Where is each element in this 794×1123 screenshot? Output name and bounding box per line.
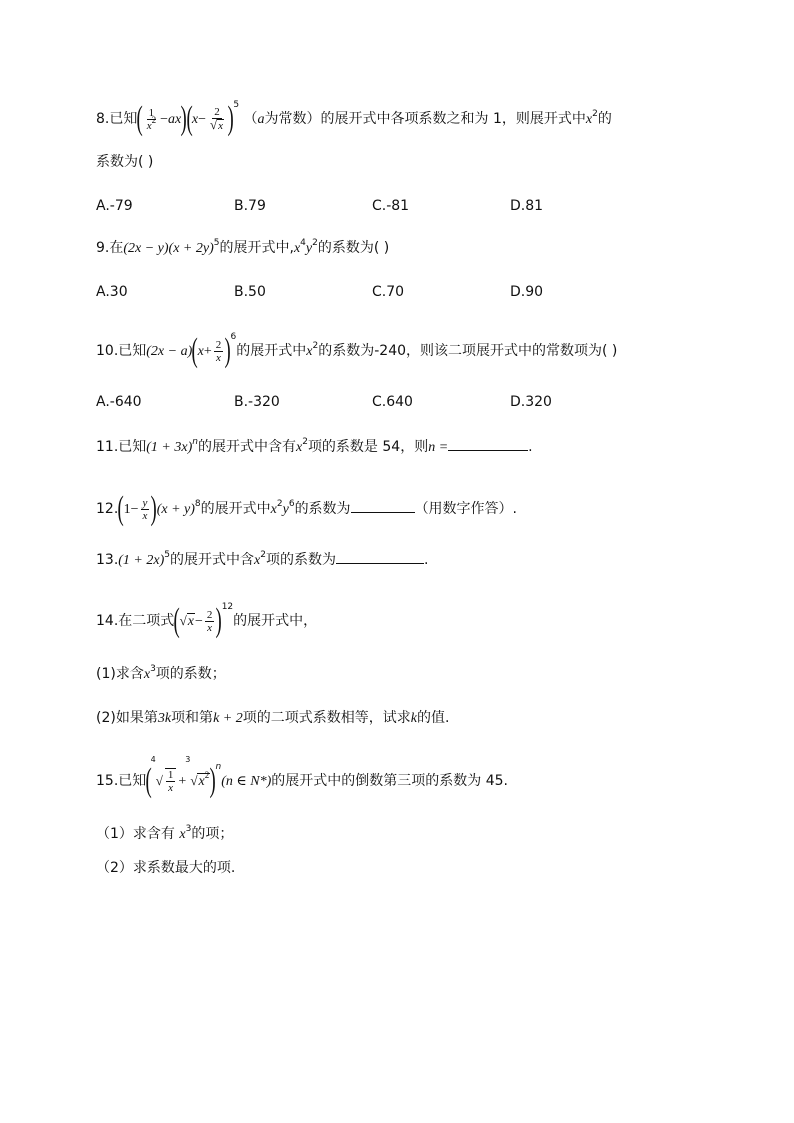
- option-a[interactable]: A.-640: [96, 394, 142, 410]
- question-8-line-2: 系数为( ): [96, 154, 154, 170]
- question-number: 15.: [96, 773, 119, 789]
- question-15: 15.已知($^4$√ $\frac{1}{x}$ $+^3√x^2)^n(n$ ∈ N*)的展开式中的倒数第三项的系数为 45.: [96, 755, 508, 799]
- question-11: 11.已知$(1 + 3x)^n$的展开式中含有$x^2$项的系数是 54，则n = .: [96, 437, 533, 455]
- question-14-part-2: (2)如果第3k项和第k + 2项的二项式系数相等，试求k的值.: [96, 710, 450, 726]
- option-d[interactable]: D.90: [510, 284, 544, 300]
- option-b[interactable]: B.79: [234, 198, 266, 214]
- question-15-part-2: （2）求系数最大的项.: [96, 860, 236, 876]
- fraction-y-over-x: $\frac{y}{x}$: [142, 496, 148, 522]
- fraction-2-over-sqrt-x: $\frac{2}{√x}$: [209, 106, 224, 132]
- option-a[interactable]: A.30: [96, 284, 128, 300]
- question-number: 9.: [96, 240, 110, 256]
- question-15-part-1: （1）求含有 $x^3$的项；: [96, 824, 234, 842]
- question-number: 8.: [96, 111, 110, 127]
- fraction-1-over-x: $\frac{1}{x}$: [165, 768, 177, 794]
- option-c[interactable]: C.70: [372, 284, 405, 300]
- option-a[interactable]: A.-79: [96, 198, 133, 214]
- question-number: 12.: [96, 501, 119, 517]
- fraction-2-over-x: $\frac{2}{x}$: [215, 338, 222, 364]
- question-9: 9.在$(2x - y)(x + 2y)^5$的展开式中$,x^4y^2$的系数为( ): [96, 238, 390, 256]
- option-c[interactable]: C.-81: [372, 198, 410, 214]
- fraction-2-over-x: $\frac{2}{x}$: [206, 608, 213, 634]
- left-paren: (: [136, 100, 144, 137]
- question-14-part-1: (1)求含$x^3$项的系数；: [96, 664, 226, 682]
- question-13: $13.(1 + 2x)^5$的展开式中含$x^2$项的系数为 .: [96, 550, 429, 568]
- question-number: 10.: [96, 343, 119, 359]
- fourth-root-symbol: √: [155, 773, 163, 788]
- question-number: 13.: [96, 552, 119, 568]
- option-c[interactable]: C.640: [372, 394, 413, 410]
- option-d[interactable]: D.320: [510, 394, 552, 410]
- option-d[interactable]: D.81: [510, 198, 544, 214]
- sqrt-symbol: √: [179, 613, 187, 628]
- question-14: 14.在二项式(√x− $\frac{2}{x}$ )$^{12}$的展开式中，: [96, 602, 318, 639]
- option-b[interactable]: B.50: [234, 284, 266, 300]
- answer-blank[interactable]: [336, 549, 424, 564]
- option-b[interactable]: B.-320: [234, 394, 280, 410]
- answer-blank[interactable]: [448, 436, 528, 451]
- question-10: 10.已知(2x − a)(x+ $\frac{2}{x}$ )$^6$的展开式中$x^2$的系数为-240，则该二项展开式中的常数项为( ): [96, 332, 618, 369]
- cube-root-symbol: √: [190, 773, 198, 788]
- question-number: 11.: [96, 439, 119, 455]
- answer-blank[interactable]: [351, 498, 415, 513]
- question-12: 12.(1− $\frac{y}{x}$ )$(x + y)^8$的展开式中$x^2y^6$的系数为 （用数字作答）.: [96, 490, 518, 527]
- fraction-1-over-x2: $\frac{1}{x^2}$: [146, 106, 157, 132]
- question-8: 8.已知( $\frac{1}{x^2}$ −ax)(x− $\frac{2}{√x}$ )$^5$ （a为常数）的展开式中各项系数之和为 1，则展开式中$x^2$的: [96, 100, 612, 137]
- question-number: 14.: [96, 613, 119, 629]
